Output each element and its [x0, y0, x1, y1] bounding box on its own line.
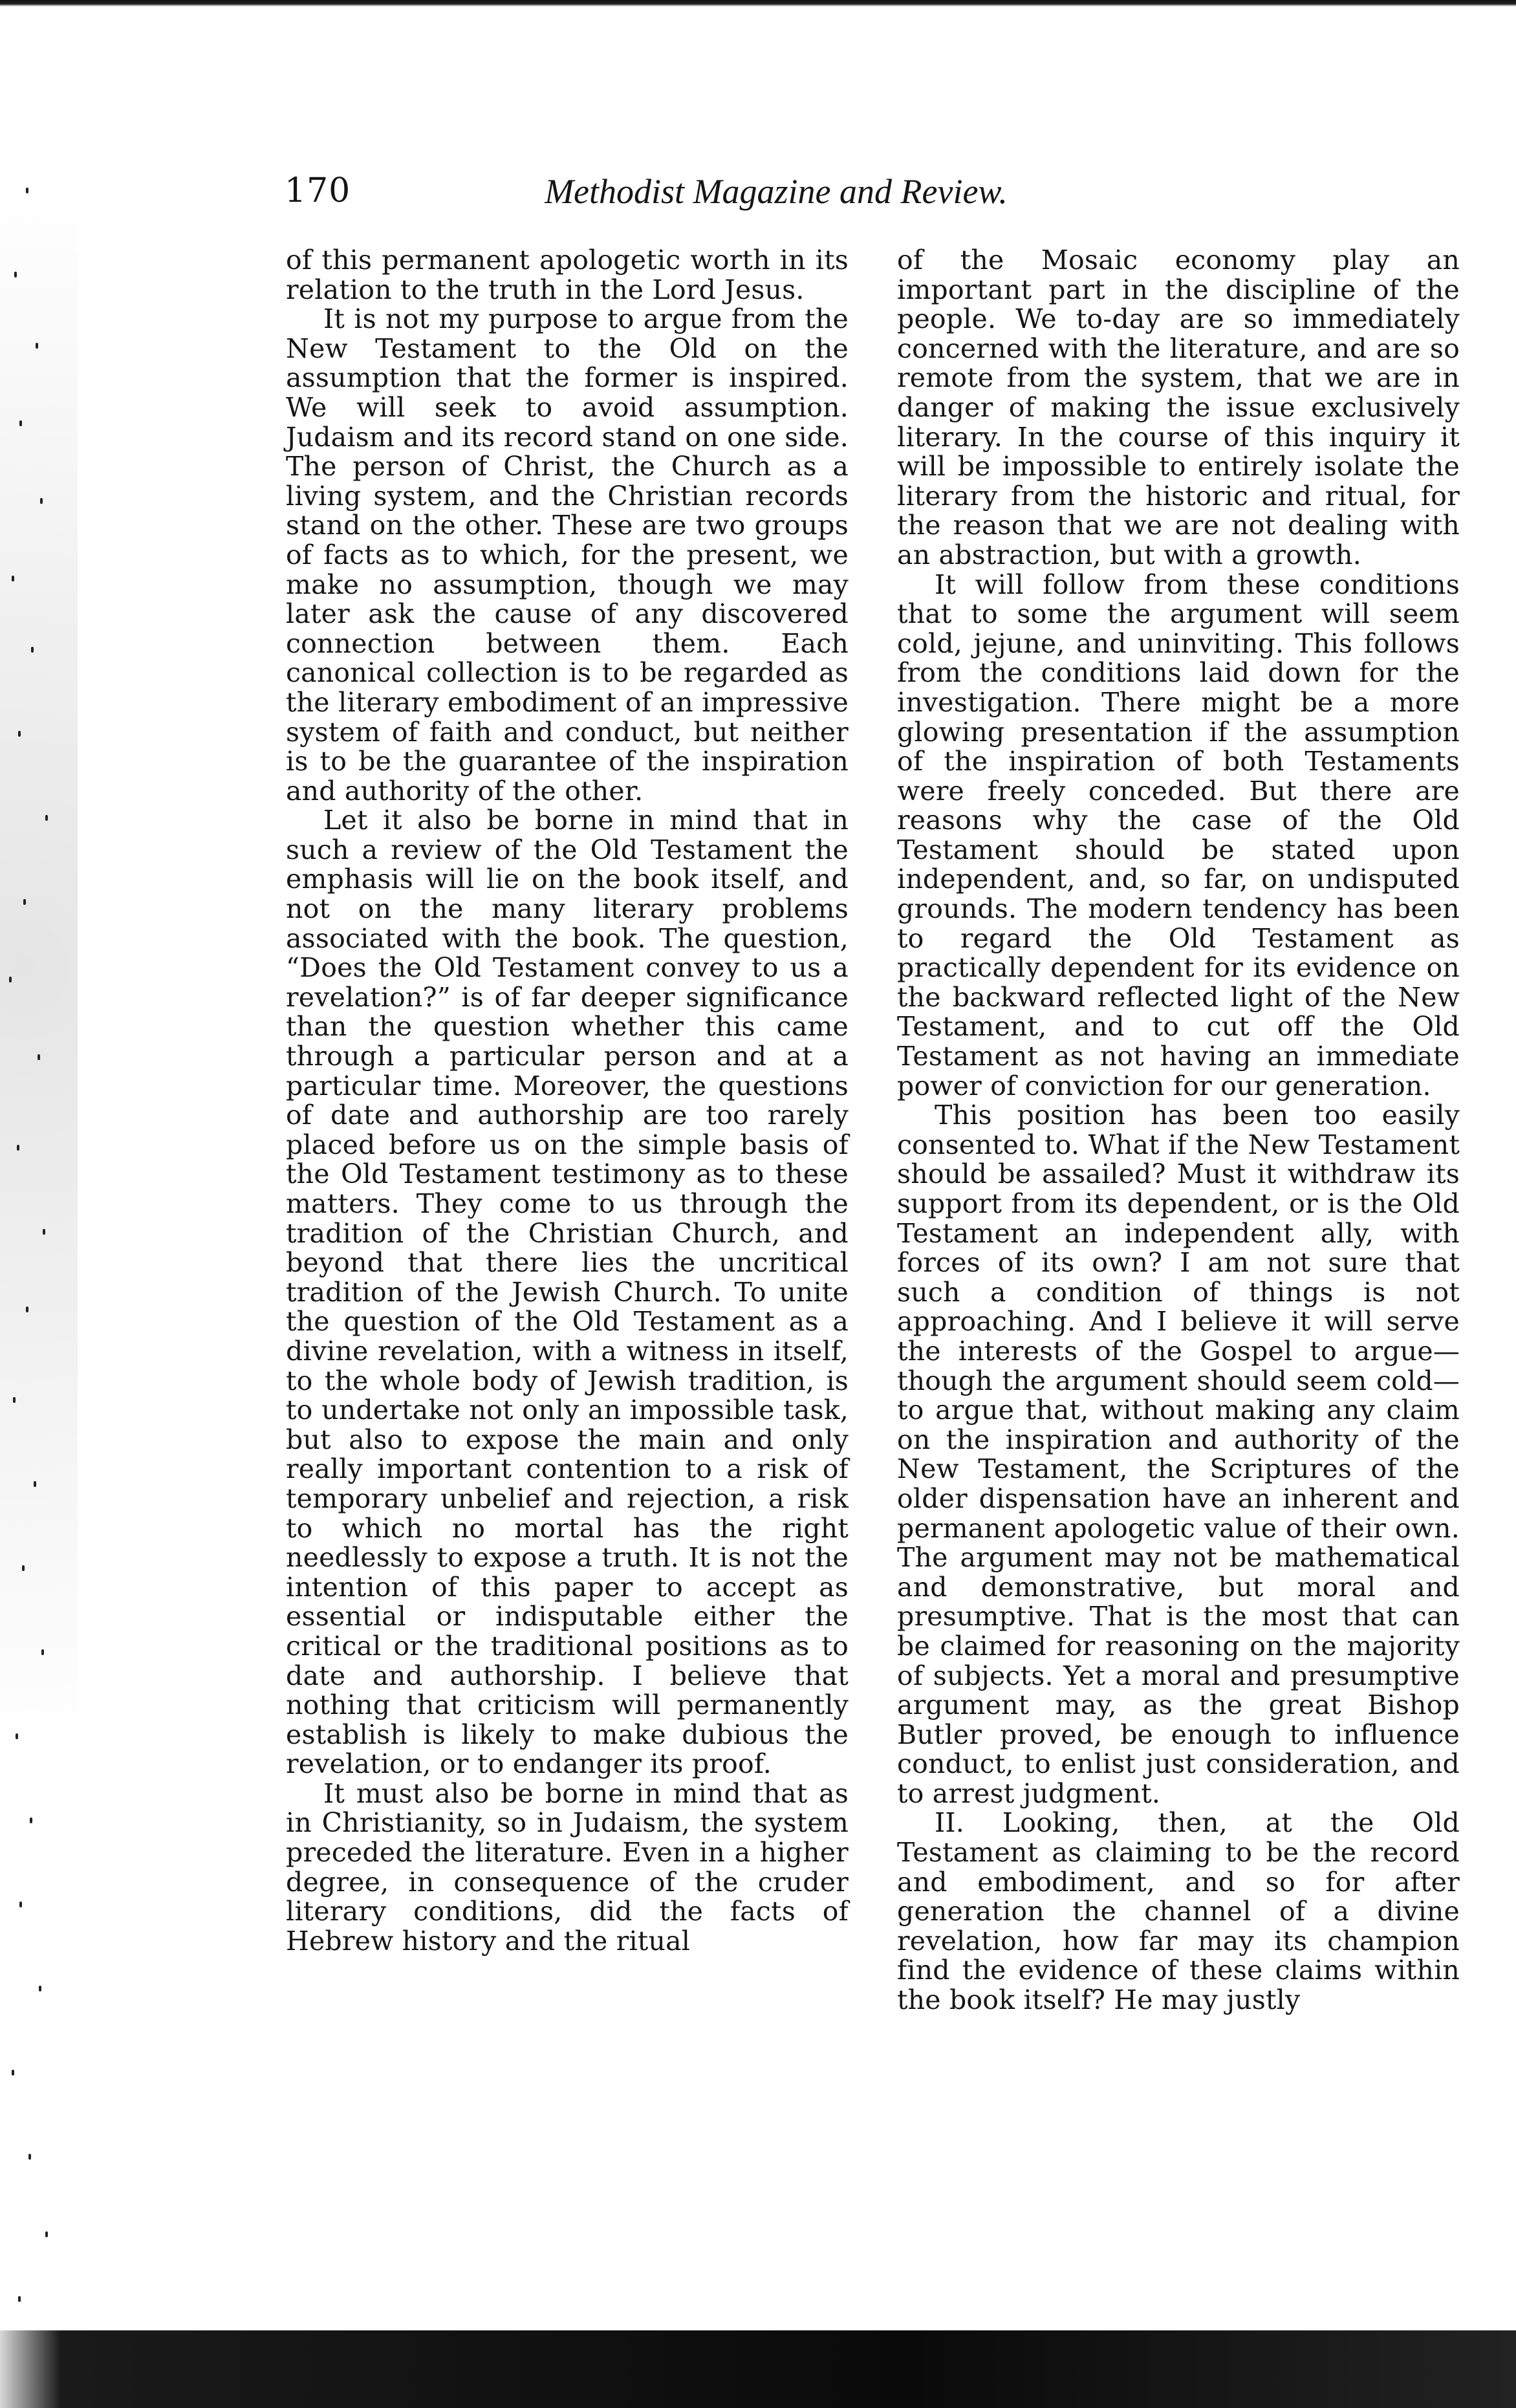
scan-left-edge-specks	[0, 6, 78, 2408]
left-column	[286, 246, 849, 1956]
paragraph: This position has been too easily consented to. What if the New Testament should be assailed? Must it withdraw its support from its dependent, or is the Old Testament an independent ally, with forces of its own? I am not sure that such a condition of things is not approaching. And I believe it will serve the interests of the Gospel to argue—though the argument should seem cold—to argue that, without making any claim on the inspiration and authority of the New Testament, the Scriptures of the older dispensation have an inherent and permanent apologetic value of their own. The argument may not be mathematical and demonstrative, but moral and presumptive. That is the most that can be claimed for reasoning on the majority of subjects. Yet a moral and presumptive argument may, as the great Bishop Butler proved, be enough to influence conduct, to enlist just consideration, and to arrest judgment.	[897, 1100, 1460, 1809]
paragraph: II. Looking, then, at the Old Testament as claiming to be the record and embodiment, and so for after generation the channel of a divine revelation, how far may its champion find the evidence of these claims within the book itself? He may justly	[897, 1807, 1460, 2016]
publication-title: Methodist Magazine and Review.	[545, 172, 1008, 211]
paragraph: It must also be borne in mind that as in Christianity, so in Judaism, the system preceded the literature. Even in a higher degree, in consequence of the cruder literary conditions, did the facts of Hebrew history and the ritual	[286, 1777, 849, 1957]
paragraph: of the Mosaic economy play an important part in the discipline of the people. We to-day are so immediately concerned with the literature, and are so remote from the system, that we are in danger of making the issue exclusively literary. In the course of this inquiry it will be impossible to entirely isolate the literary from the historic and ritual, for the reason that we are not dealing with an abstraction, but with a growth.	[897, 244, 1460, 570]
running-head	[285, 171, 1164, 217]
scan-top-edge	[0, 0, 1516, 6]
paragraph: Let it also be borne in mind that in such a review of the Old Testament the emphasis will lie on the book itself, and not on the many literary problems associated with the book. The question, “Does the Old Testament convey to us a revelation?” is of far deeper significance than the question whether this came through a particular person and at a particular time. Moreover, the questions of date and authorship are too rarely placed before us on the simple basis of the Old Testament testimony as to these matters. They come to us through the tradition of the Christian Church, and beyond that there lies the uncritical tradition of the Jewish Church. To unite the question of the Old Testament as a divine revelation, with a witness in itself, to the whole body of Jewish tradition, is to undertake not only an impossible task, but also to expose the main and only really important contention to a risk of temporary unbelief and rejection, a risk to which no mortal has the right needlessly to expose a truth. It is not the intention of this paper to accept as essential or indisputable either the critical or the traditional positions as to date and authorship. I believe that nothing that criticism will permanently establish is likely to make dubious the revelation, or to endanger its proof.	[286, 805, 849, 1780]
page-number: 170	[285, 171, 351, 210]
paragraph: It will follow from these conditions that to some the argument will seem cold, jejune, and uninviting. This follows from the conditions laid down for the investigation. There might be a more glowing presentation if the assumption of the inspiration of both Testaments were freely conceded. But there are reasons why the case of the Old Testament should be stated upon independent, and, so far, on undisputed grounds. The modern tendency has been to regard the Old Testament as practically dependent for its evidence on the backward reflected light of the New Testament, and to cut off the Old Testament as not having an immediate power of conviction for our generation.	[897, 569, 1460, 1101]
paragraph: It is not my purpose to argue from the New Testament to the Old on the assumption that the former is inspired. We will seek to avoid assumption. Judaism and its record stand on one side. The person of Christ, the Church as a living system, and the Christian records stand on the other. These are two groups of facts as to which, for the present, we make no assumption, though we may later ask the cause of any discovered connection between them. Each canonical collection is to be regarded as the literary embodiment of an impressive system of faith and conduct, but neither is to be the guarantee of the inspiration and authority of the other.	[286, 303, 849, 807]
scan-bottom-edge	[0, 2330, 1516, 2408]
paragraph: of this permanent apologetic worth in its relation to the truth in the Lord Jesus.	[286, 244, 849, 305]
right-column	[897, 246, 1460, 2015]
